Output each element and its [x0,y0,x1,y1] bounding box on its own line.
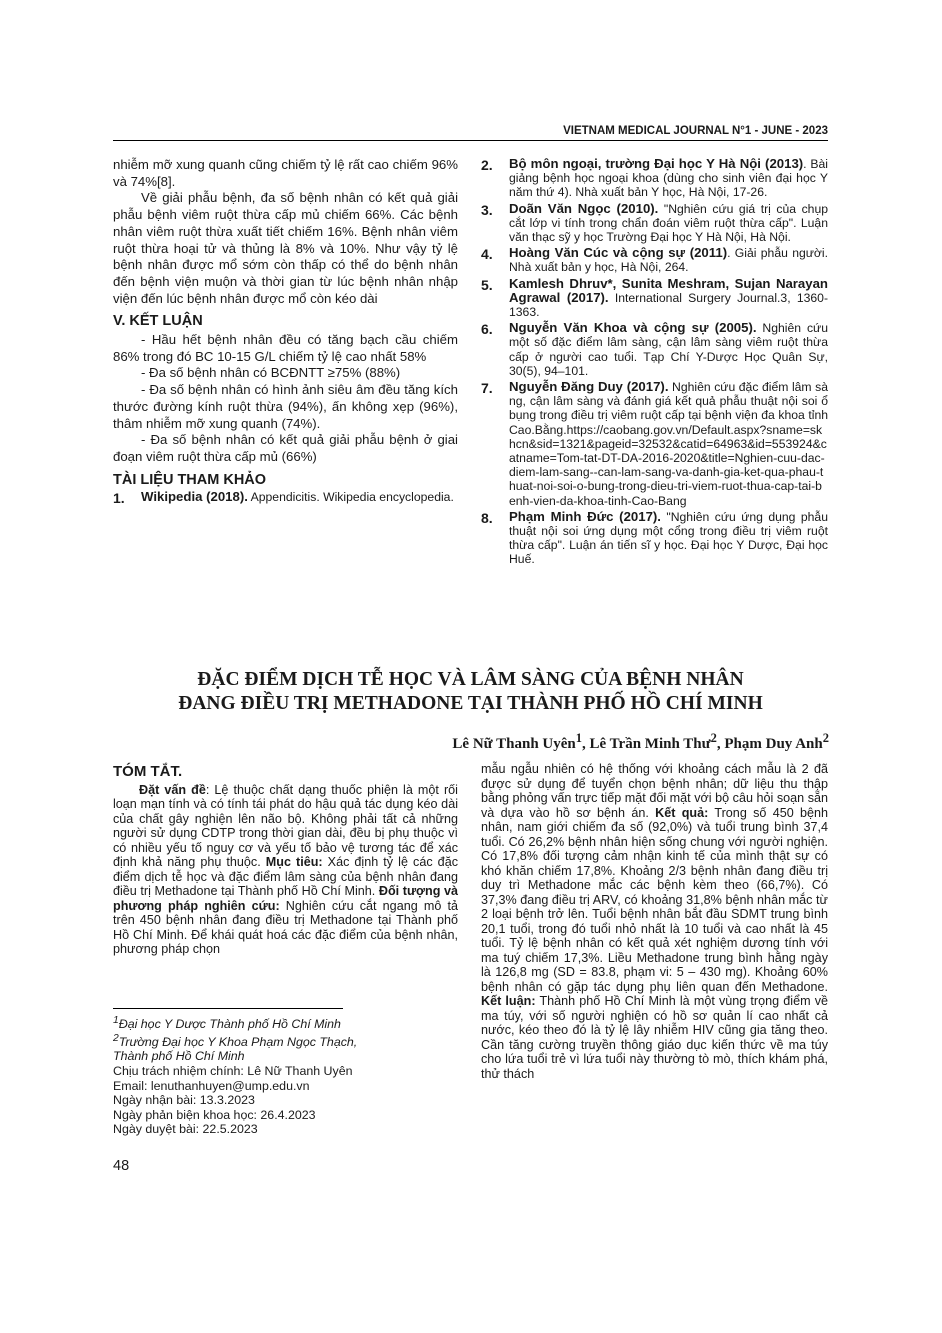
reference-item: 4. Hoàng Văn Cúc và cộng sự (2011). Giải phẫu người. Nhà xuất bản y học, Hà Nội, 264. [481,245,828,275]
reference-item: 8. Phạm Minh Đức (2017). "Nghiên cứu ứng dụng phẫu thuật nội soi ứng dụng một cổng trong điều trị viêm ruột thừa cấp". Luận án tiến sĩ y học. Đại học Y Dược, Đại học Huế. [481,508,828,567]
section-heading: V. KẾT LUẬN [113,313,203,330]
abstract-right [481,762,828,1081]
article-title: ĐẶC ĐIỂM DỊCH TỄ HỌC VÀ LÂM SÀNG CỦA BỆNH NHÂN ĐANG ĐIỀU TRỊ METHADONE TẠI THÀNH PHỐ HỒ CHÍ MINH [178,669,763,714]
authors: Lê Nữ Thanh Uyên$^1$, Lê Trần Minh Thư$^2$, Phạm Duy Anh$^2$ [452,731,829,752]
reference-item: 7. Nguyễn Đăng Duy (2017). Nghiên cứu đặc điểm lâm sàng, cận lâm sàng và đánh giá kết quả phẫu thuật nội soi ổ bụng trong điều trị viêm ruột cấp tại bệnh viện đa khoa tỉnh Cao.Bằng.https://caobang.gov.vn/Default.aspx?sname=skhcn&sid=1321&pageid=32532&catid=64963&id=553924&catname=Tom-tat-DT-DA-2016-2020&title=Nghien-cuu-dac-diem-lam-sang--can-lam-sang-va-danh-gia-ket-qua-phau-thuat-noi-soi-o-bung-trong-dieu-tri-viem-ruot-thua-cap-tai-benh-vien-da-khoa-tinh-Cao-Bang [481,379,828,508]
section-heading: TÀI LIỆU THAM KHẢO [113,471,267,488]
paragraph: - Đa số bệnh nhân có hình ảnh siêu âm đều tăng kích thước đường kính ruột thừa (94%), ấn không xẹp (96%), thâm nhiễm mỡ xung quanh (74%). [113,382,458,431]
reference-item: 5. Kamlesh Dhruv*, Sunita Meshram, Sujan Narayan Agrawal (2017). International Surgery Journal.3, 1360-1363. [481,275,829,320]
paragraph: Đặt vấn đề: Lệ thuộc chất dạng thuốc phiện là một rối loạn mạn tính và có tính tái phát do hậu quả tác dụng kéo dài của chất gây nghiện lên não bộ. Không phải tất cả những người sử dụng CDTP trong thời gian dài, đều bị phụ thuộc vì có nhiều yếu tố nguy cơ và yếu tố bảo vệ tương tác để xác định khả năng phụ thuộc. Mục tiêu: Xác định tỷ lệ các đặc điểm dịch tễ học và đặc điểm lâm sàng của bệnh nhân đang điều trị Methadone tại Thành phố Hồ Chí Minh. Đối tượng và phương pháp nghiên cứu: Nghiên cứu cắt ngang mô tả trên 450 bệnh nhân đang điều trị Methadone tại Thành phố Hồ Chí Minh. Để khái quát hoá các đặc điểm của bệnh nhân, phương pháp chọn [113,782,458,956]
email: Email: lenuthanhuyen@ump.edu.vn [113,1078,310,1093]
footnotes: $^1$Đại học Y Dược Thành phố Hồ Chí Minh $^2$Trường Đại học Y Khoa Phạm Ngọc Thạch, Thành phố Hồ Chí Minh Chịu trách nhiệm chính: Lê Nữ Thanh Uyên Email: lenuthanhuyen@ump.edu.vn Ngày nhận bài: 13.3.2023 Ngày phản biện khoa học: 26.4.2023 Ngày duyệt bài: 22.5.2023 [113,1014,458,1137]
reference-item: 3. Doãn Văn Ngọc (2010). "Nghiên cứu giá trị của chụp cắt lớp vi tính trong chẩn đoán viêm ruột thừa cấp". Luận văn thạc sỹ y học Trường Đại học Y Hà Nội, Hà Nội. [481,200,828,245]
reference-item: 6. Nguyễn Văn Khoa và cộng sự (2005). Nghiên cứu một số đặc điểm lâm sàng, cận lâm sàng viêm ruột thừa cấp ở người cao tuổi. Tạp Chí Y-Dược Học Quân Sự, 30(5), 94–101. [481,320,828,378]
right-column-references [481,157,828,569]
paragraph: - Đa số bệnh nhân có kết quả giải phẫu bệnh ở giai đoạn viêm ruột thừa cấp mủ (66%) [113,432,458,464]
paragraph: - Hầu hết bệnh nhân đều có tăng bạch cầu chiếm 86% trong đó BC 10-15 G/L chiếm tỷ lệ cao nhất 58% [113,332,458,364]
paragraph: - Đa số bệnh nhân có BCĐNTT ≥75% (88%) [141,365,401,381]
page-number: 48 [113,1158,130,1174]
journal-header: VIETNAM MEDICAL JOURNAL N°1 - JUNE - 2023 [113,125,828,141]
reference-text: Wikipedia (2018). Appendicitis. Wikipedia encyclopedia. [141,489,454,505]
paragraph: nhiễm mỡ xung quanh cũng chiếm tỷ lệ rất cao chiếm 96% và 74%[8]. [113,157,458,189]
footnote-divider [113,1008,343,1009]
paragraph: mẫu ngẫu nhiên có hệ thống với khoảng cách mẫu là 2 đã được sử dụng để tuyển chọn bệnh nhân; dữ liệu thu thập bằng phỏng vấn trực tiếp mặt đối mặt với bộ câu hỏi soạn sẵn và dựa vào hồ sơ bệnh án. Kết quả: Trong số 450 bệnh nhân, nam giới chiếm đa số (92,0%) và tuổi trung bình 37,4 tuổi. Có 26,2% bệnh nhân hiện sống chung với người nghiện. Có 17,8% đối tượng cảm nhận kinh tế của mình thật sự có khó khăn chiếm 17,8%. Khoảng 2/3 bệnh nhân đang điều trị duy trì Methadone mắc các bệnh kèm theo (66,7%). Có 37,3% đang điều trị ARV, có khoảng 31,8% bệnh nhân mắc từ 2 loại bệnh trở lên. Tuổi bệnh nhân bắt đầu SDMT trung bình 20,1 tuổi, trong đó tuổi nhỏ nhất là 10 tuổi và cao nhất là 45 tuổi. Tỷ lệ bệnh nhân có kết quả xét nghiệm dương tính với ma tuý chiếm 17,3%. Liều Methadone trung bình hằng ngày là 126,8 mg (SD = 83.8, phạm vi: 5 – 430 mg). Khoảng 60% bệnh nhân có gặp tác dụng phụ liên quan đến Methadone. Kết luận: Thành phố Hồ Chí Minh là một vùng trọng điểm về ma túy, với số người nghiện có hồ sơ quản lí cao nhất cả nước, kéo theo đó là tỷ lệ lây nhiễm HIV cũng gia tăng theo. Cần tăng cường truyền thông giáo dục kiến thức về ma túy cho lứa tuổi trẻ vì lứa tuổi này thường tò mò, thích khám phá, thử thách [481,762,829,1081]
abstract-left [113,765,458,957]
left-column [113,157,458,509]
reference-item [113,490,458,507]
paragraph: Về giải phẫu bệnh, đa số bệnh nhân có kết quả giải phẫu bệnh viêm ruột thừa cấp mủ chiếm 66%. Các bệnh nhân viêm ruột thừa xuất tiết chiếm 16%. Bệnh nhân viêm ruột thừa hoại tử và thủng là 8% và 10%. Như vậy tỷ lệ bệnh nhân được mổ sớm còn thấp có thể do bệnh nhân đến bệnh viện muộn và thời gian từ lúc bệnh nhân nhập viện đến lúc bệnh nhân được mổ còn kéo dài [113,190,458,306]
reference-item: 2. Bộ môn ngoại, trường Đại học Y Hà Nội (2013). Bài giảng bệnh học ngoại khoa (dùng cho sinh viên đại học Y năm thứ 4). Nhà xuất bản Y học, Hà Nội, 17-26. [481,156,828,200]
abstract-heading: TÓM TẮT. [113,763,183,780]
reference-number: 1. [113,490,125,507]
